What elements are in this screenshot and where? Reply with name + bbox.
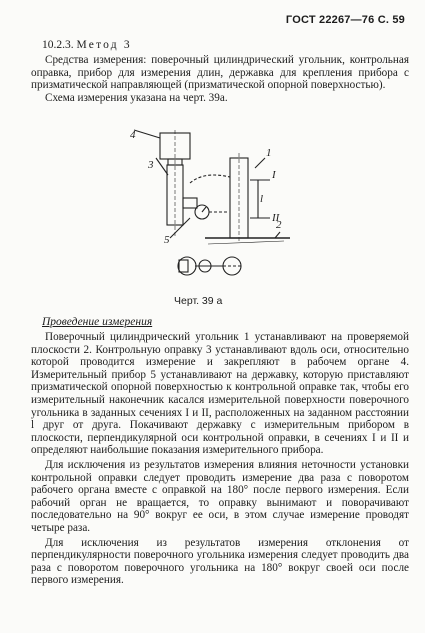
label-distance-l: l	[260, 193, 264, 205]
paragraph-instruments: Средства измерения: поверочный цилиндрический угольник, контрольная оправка, прибор для измерения длин, державка для крепления прибора с призматической направляющей (призматической опорной поверхностью).	[31, 54, 409, 92]
label-3: 3	[148, 159, 154, 171]
paragraph-procedure: Поверочный цилиндрический угольник 1 устанавливают на проверяемой плоскости 2. Контрольную оправку 3 устанавливают вдоль оси, относительно которой проводится измерение и закрепляют в рабочем органе 4. Измерительный прибор 5 устанавливают на державку, которую приставляют призматической опорной поверхностью к контрольной оправке так, чтобы его измерительный наконечник касался измерительной поверхности поверочного угольника в заданных сечениях I и II, расположенных на заданном расстоянии l друг от друга. Покачивают державку с измерительным прибором в плоскости, перпендикулярной оси контрольной оправки, в сечениях I и II и определяют наибольшие показания измерительного прибора.	[31, 331, 409, 457]
label-4: 4	[130, 129, 136, 141]
paragraph-scheme-ref: Схема измерения указана на черт. 39а.	[45, 91, 228, 104]
intro-text	[31, 54, 409, 104]
section-heading	[42, 39, 132, 51]
paragraph-square-error: Для исключения из результатов измерения отклонения от перпендикулярности поверочного угольника измерения следует проводить два раза с поворотом поверочного угольника на 180° вокруг своей оси после первого измерения.	[31, 536, 409, 587]
label-section-i: I	[272, 169, 276, 181]
heading-number: 10.2.3.	[42, 39, 74, 51]
label-2: 2	[276, 219, 282, 231]
page-header: ГОСТ 22267—76 С. 59	[285, 14, 405, 26]
label-1: 1	[266, 147, 272, 159]
figure-caption: Черт. 39 а	[174, 295, 223, 307]
heading-title: Метод 3	[76, 39, 132, 51]
label-5: 5	[164, 234, 170, 246]
procedure-text	[31, 331, 409, 587]
section-title: Проведение измерения	[42, 316, 153, 328]
measurement-diagram	[130, 128, 300, 288]
label-section-ii: II	[272, 212, 280, 224]
paragraph-mandrel-error: Для исключения из результатов измерения влияния неточности установки контрольной оправки следует проводить измерение два раза с поворотом рабочего органа вместе с оправкой на 180° после первого измерения. Если рабочий орган не вращается, то оправку вынимают и поворачивают последовательно на 90° вокруг ее оси, в этом случае измерение проводят четыре раза.	[31, 458, 409, 534]
